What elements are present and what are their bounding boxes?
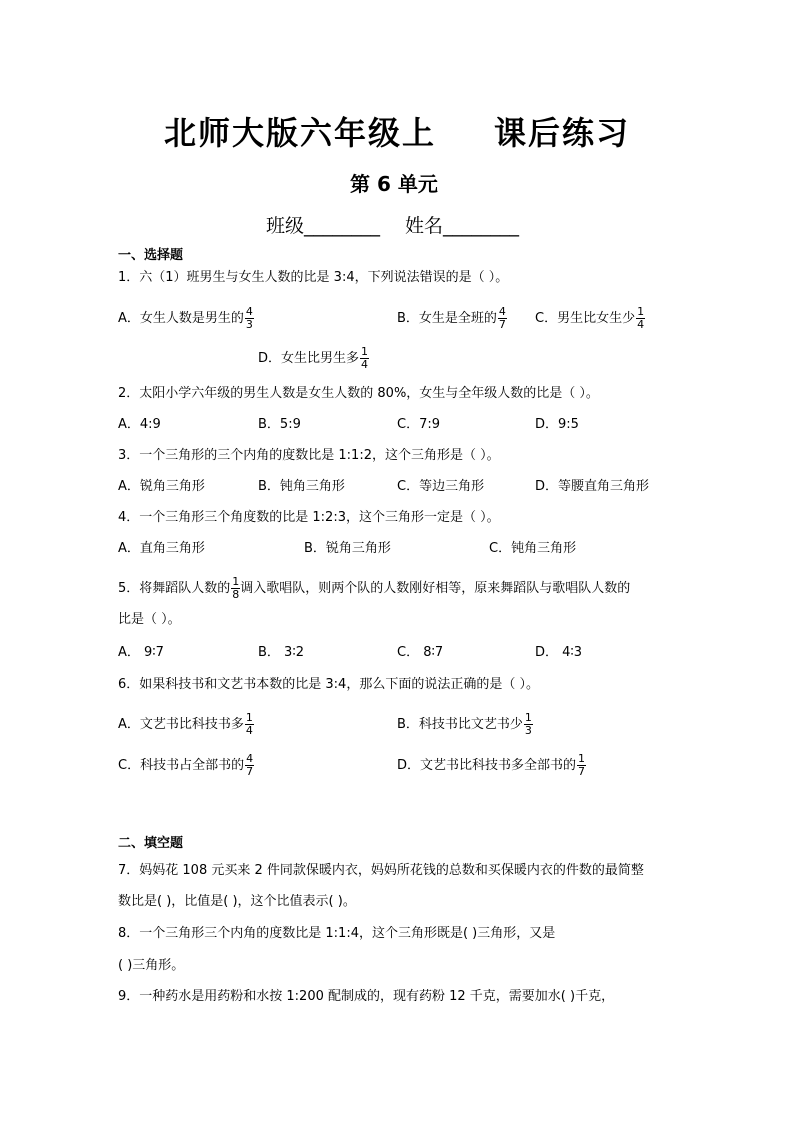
fraction: $\frac{4}{3}$ <box>245 305 253 331</box>
q2-option-c: C．7:9 <box>397 417 440 432</box>
q5-text-post: 调入歌唱队，则两个队的人数刚好相等，原来舞蹈队与歌唱队人数的 <box>240 581 631 596</box>
unit-label: 第 6 单元 <box>350 172 438 196</box>
q1-option-c <box>535 306 645 331</box>
q6-option-c <box>118 753 254 778</box>
class-field: 班级________ <box>266 215 381 237</box>
q2-option-d: D．9:5 <box>535 417 579 432</box>
fraction: $\frac{1}{4}$ <box>361 345 369 371</box>
q1-option-a-text: A．女生人数是男生的 <box>118 311 244 326</box>
q3-option-d: D．等腰直角三角形 <box>535 479 650 494</box>
question-7-line2: 数比是( )，比值是( )，这个比值表示( )。 <box>118 894 356 909</box>
question-5 <box>118 576 630 601</box>
question-9-line1: 9．一种药水是用药粉和水按 1:200 配制成的，现有药粉 12 千克，需要加水( )千克， <box>118 989 615 1004</box>
q2-option-b: B．5:9 <box>258 417 301 432</box>
page-subtitle: 课后练习 <box>494 114 631 152</box>
q5-option-a: A． 9∶7 <box>118 645 164 660</box>
q1-option-d-text: D．女生比男生多 <box>258 351 360 366</box>
q4-option-a: A．直角三角形 <box>118 541 205 556</box>
q1-option-a <box>118 306 254 331</box>
q2-option-a: A．4:9 <box>118 417 161 432</box>
fraction: $\frac{1}{8}$ <box>232 575 240 601</box>
fraction: $\frac{4}{7}$ <box>246 752 254 778</box>
fraction: $\frac{1}{3}$ <box>524 711 532 737</box>
q6-option-d <box>397 753 586 778</box>
question-6: 6．如果科技书和文艺书本数的比是 3:4，那么下面的说法正确的是（ ）。 <box>118 677 539 692</box>
question-8-line1: 8．一个三角形三个内角的度数比是 1:1:4，这个三角形既是( )三角形，又是 <box>118 926 556 941</box>
question-5-line2: 比是（ ）。 <box>118 612 181 627</box>
q5-option-c: C． 8∶7 <box>397 645 444 660</box>
q3-option-b: B．钝角三角形 <box>258 479 345 494</box>
q3-option-c: C．等边三角形 <box>397 479 485 494</box>
fraction: $\frac{1}{7}$ <box>578 752 586 778</box>
q6-option-d-text: D．文艺书比科技书多全部书的 <box>397 758 577 773</box>
q3-option-a: A．锐角三角形 <box>118 479 205 494</box>
section2-title: 二、填空题 <box>118 836 184 851</box>
question-8-line2: ( )三角形。 <box>118 958 185 973</box>
q5-option-b: B． 3∶2 <box>258 645 304 660</box>
q4-option-c: C．钝角三角形 <box>489 541 577 556</box>
question-7-line1: 7．妈妈花 108 元买来 2 件同款保暖内衣，妈妈所花钱的总数和买保暖内衣的件数的最简整 <box>118 863 644 878</box>
question-1: 1．六（1）班男生与女生人数的比是 3:4，下列说法错误的是（ ）。 <box>118 270 509 285</box>
page-title: 北师大版六年级上 <box>164 114 437 152</box>
fraction: $\frac{1}{4}$ <box>637 305 645 331</box>
q6-option-a-text: A．文艺书比科技书多 <box>118 717 244 732</box>
q1-option-c-text: C．男生比女生少 <box>535 311 636 326</box>
fraction: $\frac{4}{7}$ <box>498 305 506 331</box>
q1-option-b <box>397 306 507 331</box>
fraction: $\frac{1}{4}$ <box>245 711 253 737</box>
question-2: 2．太阳小学六年级的男生人数是女生人数的 80%，女生与全年级人数的比是（ ）。 <box>118 386 599 401</box>
q1-option-d <box>258 346 369 371</box>
q6-option-a <box>118 712 254 737</box>
question-4: 4．一个三角形三个角度数的比是 1:2:3，这个三角形一定是（ ）。 <box>118 510 500 525</box>
q4-option-b: B．锐角三角形 <box>304 541 391 556</box>
section1-title: 一、选择题 <box>118 248 184 263</box>
q1-option-b-text: B．女生是全班的 <box>397 311 497 326</box>
name-field: 姓名________ <box>405 215 520 237</box>
q6-option-c-text: C．科技书占全部书的 <box>118 758 245 773</box>
q6-option-b-text: B．科技书比文艺书少 <box>397 717 523 732</box>
q5-option-d: D． 4∶3 <box>535 645 583 660</box>
question-3: 3．一个三角形的三个内角的度数比是 1:1:2，这个三角形是（ ）。 <box>118 448 500 463</box>
q5-text-pre: 5．将舞蹈队人数的 <box>118 581 231 596</box>
q6-option-b <box>397 712 533 737</box>
